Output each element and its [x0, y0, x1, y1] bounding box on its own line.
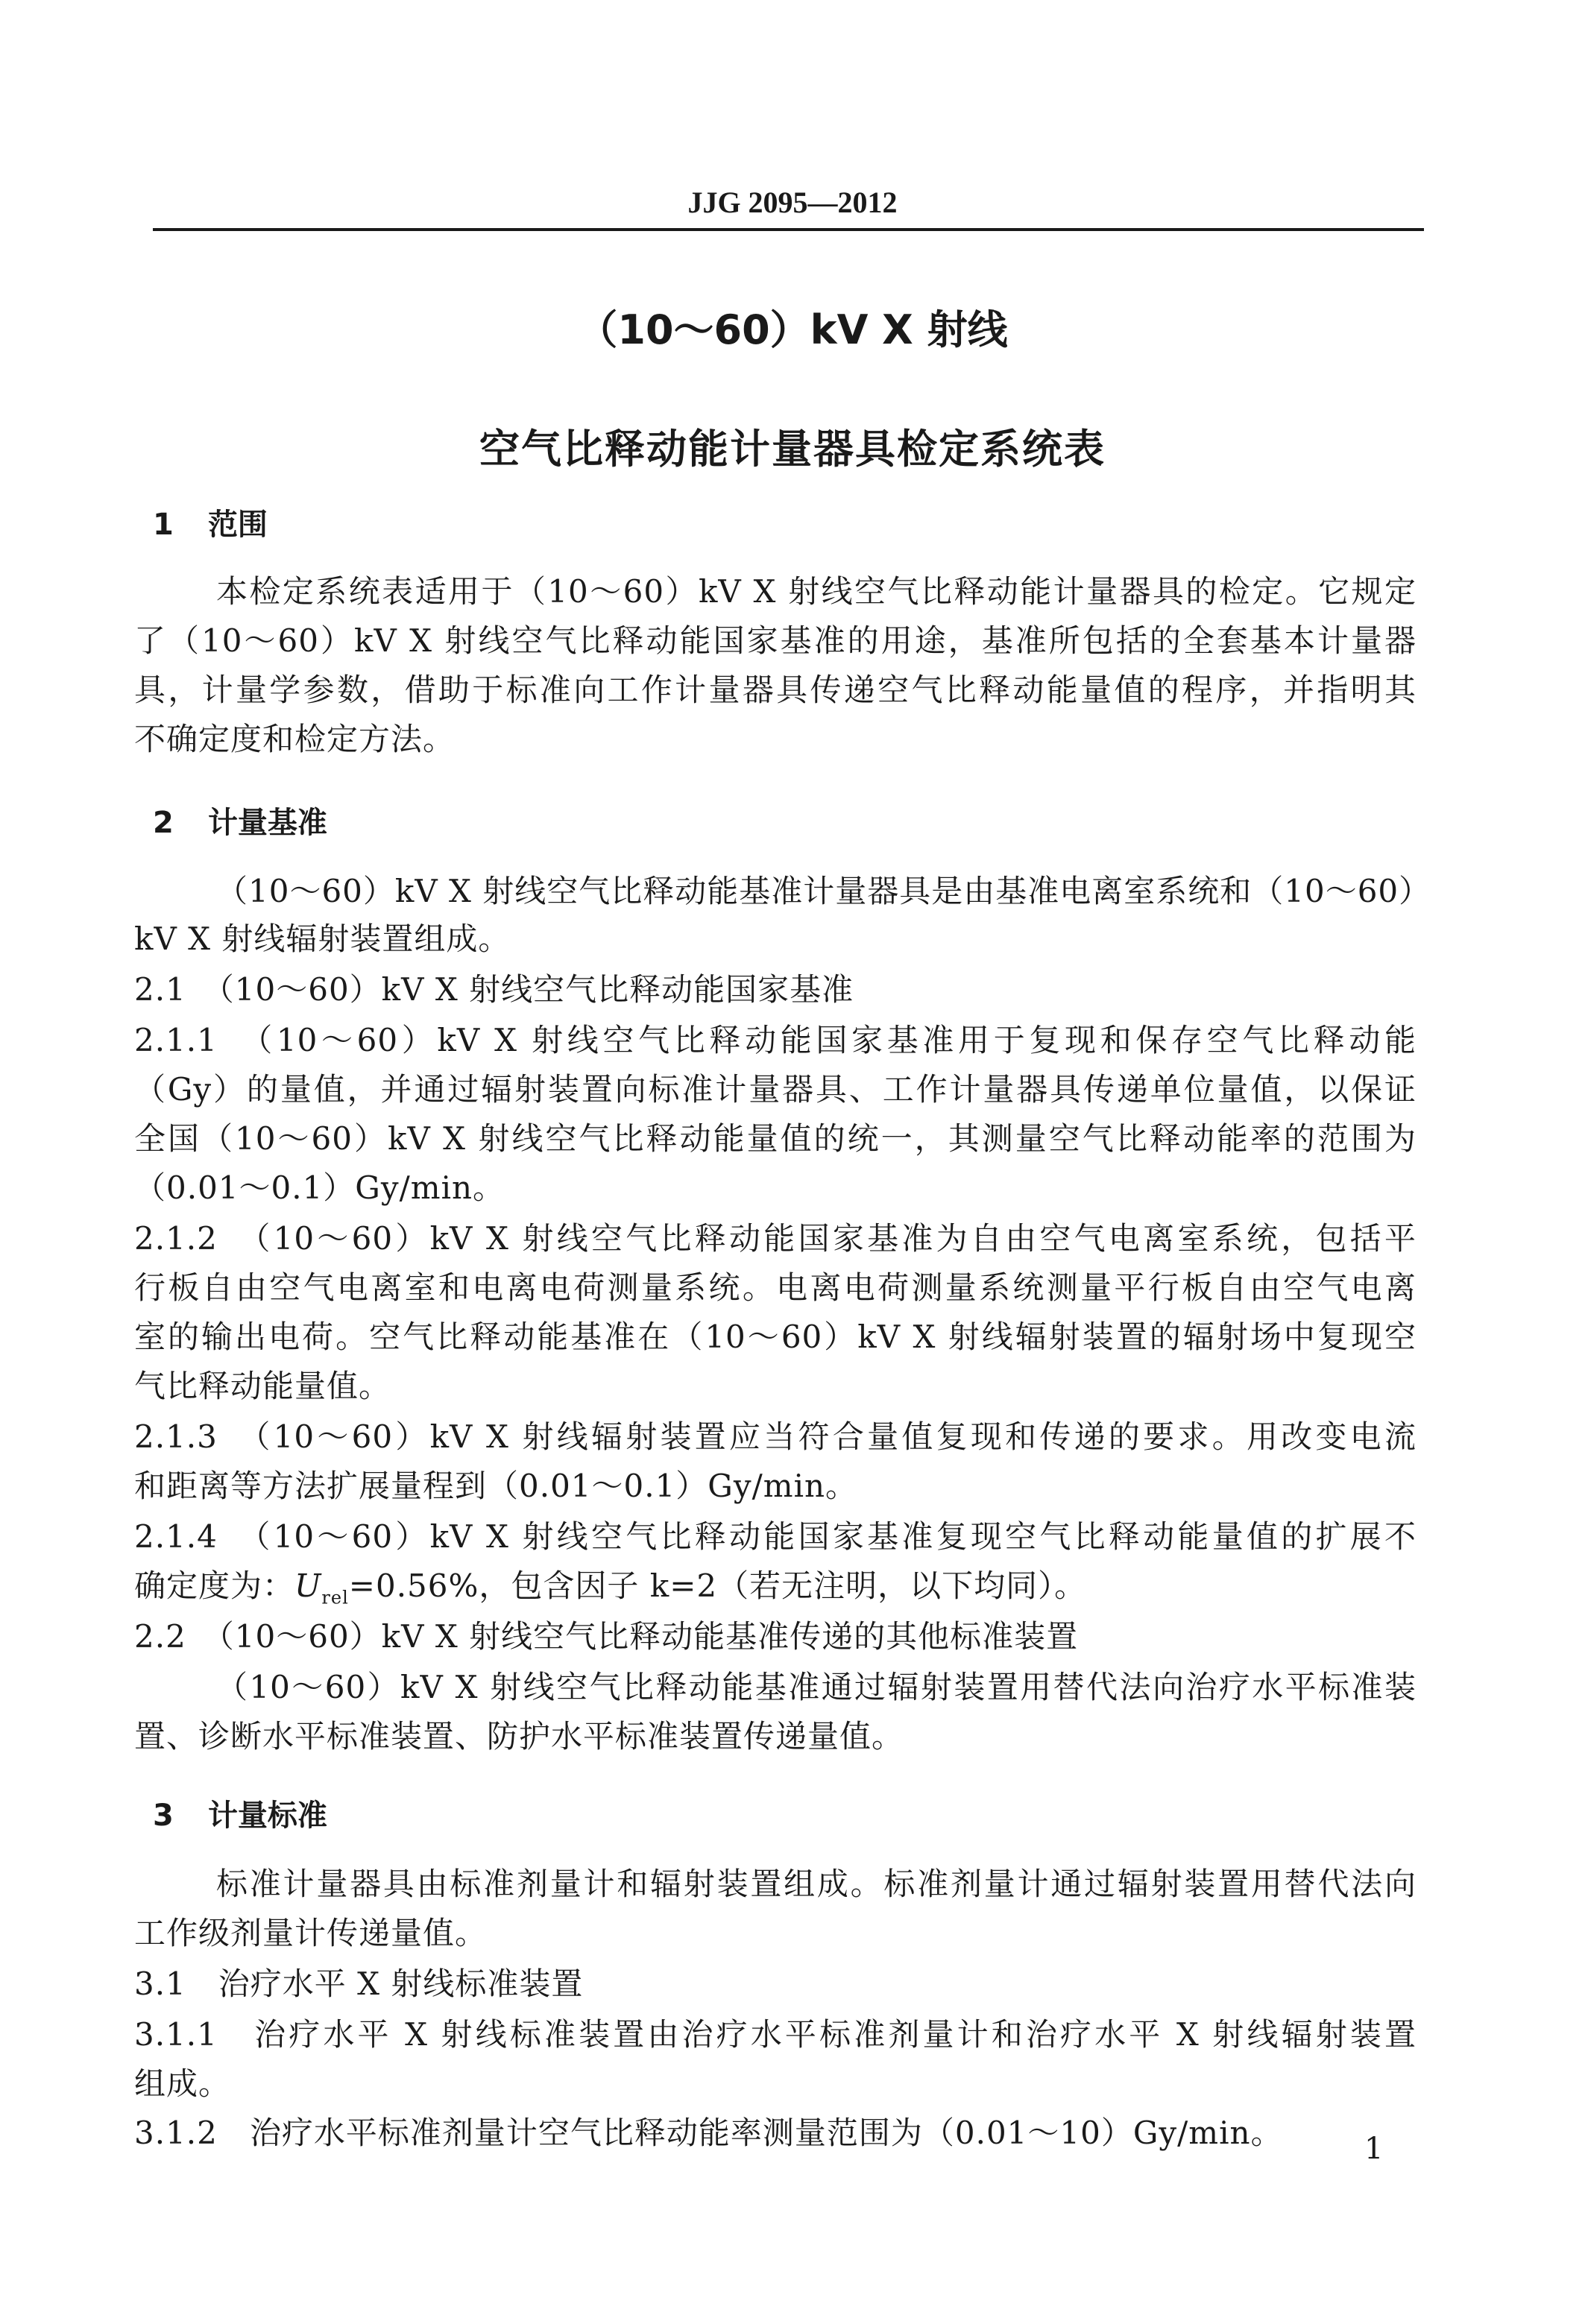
uncertainty-subscript: rel — [321, 1587, 349, 1608]
section-heading-1 — [153, 501, 268, 543]
paragraph-line: 不确定度和检定方法。 — [134, 721, 456, 757]
paragraph-line: 置、诊断水平标准装置、防护水平标准装置传递量值。 — [134, 1718, 904, 1755]
paragraph-line: 工作级剂量计传递量值。 — [134, 1915, 488, 1951]
paragraph-line: 全国（10～60）kV X 射线空气比释动能量值的统一，其测量空气比释动能率的范围为 — [134, 1120, 1417, 1157]
paragraph-line: kV X 射线辐射装置组成。 — [134, 921, 511, 957]
paragraph-line: 行板自由空气电离室和电离电荷测量系统。电离电荷测量系统测量平行板自由空气电离 — [134, 1269, 1417, 1306]
header-rule — [153, 228, 1424, 231]
paragraph-line: （10～60）kV X 射线空气比释动能基准通过辐射装置用替代法向治疗水平标准装 — [216, 1669, 1417, 1705]
section-title: 计量标准 — [207, 1799, 327, 1833]
section-title: 范围 — [207, 508, 268, 542]
title-line-2: 空气比释动能计量器具检定系统表 — [479, 426, 1106, 473]
standard-code: JJG 2095—2012 — [687, 186, 898, 219]
paragraph-line: 了（10～60）kV X 射线空气比释动能国家基准的用途，基准所包括的全套基本计量器 — [134, 622, 1417, 659]
page-number: 1 — [1364, 2132, 1384, 2166]
uncertainty-value: =0.56%， — [348, 1567, 511, 1604]
paragraph-line: 包含因子 k=2（若无注明，以下均同）。 — [511, 1567, 1087, 1604]
paragraph-line: 气比释动能量值。 — [134, 1368, 391, 1404]
paragraph-line: 2.1.1 （10～60）kV X 射线空气比释动能国家基准用于复现和保存空气比释动能 — [134, 1022, 1417, 1058]
clause-heading: 2.2 （10～60）kV X 射线空气比释动能基准传递的其他标准装置 — [134, 1618, 1079, 1655]
paragraph-line: 2.1.2 （10～60）kV X 射线空气比释动能国家基准为自由空气电离室系统，包括平 — [134, 1220, 1417, 1257]
title-line-1: （10～60）kV X 射线 — [577, 306, 1008, 353]
paragraph-line: （Gy）的量值，并通过辐射装置向标准计量器具、工作计量器具传递单位量值，以保证 — [134, 1071, 1417, 1108]
section-number: 1 — [153, 508, 174, 542]
paragraph-line: 标准计量器具由标准剂量计和辐射装置组成。标准剂量计通过辐射装置用替代法向 — [216, 1866, 1417, 1902]
paragraph-line: （0.01～0.1）Gy/min。 — [134, 1169, 505, 1206]
paragraph-line: 本检定系统表适用于（10～60）kV X 射线空气比释动能计量器具的检定。它规定 — [216, 573, 1417, 610]
clause-heading: 2.1 （10～60）kV X 射线空气比释动能国家基准 — [134, 971, 854, 1008]
paragraph-line: 具，计量学参数，借助于标准向工作计量器具传递空气比释动能量值的程序，并指明其 — [134, 672, 1417, 708]
uncertainty-symbol: U — [294, 1567, 322, 1604]
paragraph-line: 2.1.4 （10～60）kV X 射线空气比释动能国家基准复现空气比释动能量值的扩展不 — [134, 1518, 1417, 1555]
paragraph-line: 和距离等方法扩展量程到（0.01～0.1）Gy/min。 — [134, 1468, 858, 1504]
paragraph-line: （10～60）kV X 射线空气比释动能基准计量器具是由基准电离室系统和（10～60） — [216, 873, 1431, 909]
section-title: 计量基准 — [207, 806, 327, 840]
paragraph-line: 2.1.3 （10～60）kV X 射线辐射装置应当符合量值复现和传递的要求。用改变电流 — [134, 1418, 1417, 1455]
section-heading-3 — [153, 1792, 327, 1834]
section-number: 3 — [153, 1799, 174, 1833]
paragraph-line: 3.1.2 治疗水平标准剂量计空气比释动能率测量范围为（0.01～10）Gy/min。 — [134, 2115, 1283, 2151]
clause-heading: 3.1 治疗水平 X 射线标准装置 — [134, 1965, 584, 2002]
section-number: 2 — [153, 806, 174, 840]
paragraph-line: 室的输出电荷。空气比释动能基准在（10～60）kV X 射线辐射装置的辐射场中复现空 — [134, 1319, 1417, 1355]
paragraph-line: 3.1.1 治疗水平 X 射线标准装置由治疗水平标准剂量计和治疗水平 X 射线辐射装置 — [134, 2016, 1417, 2053]
section-heading-2 — [153, 799, 327, 841]
uncertainty-prefix: 确定度为： — [134, 1567, 295, 1604]
uncertainty-line — [134, 1564, 1417, 1620]
paragraph-line: 组成。 — [134, 2065, 231, 2102]
